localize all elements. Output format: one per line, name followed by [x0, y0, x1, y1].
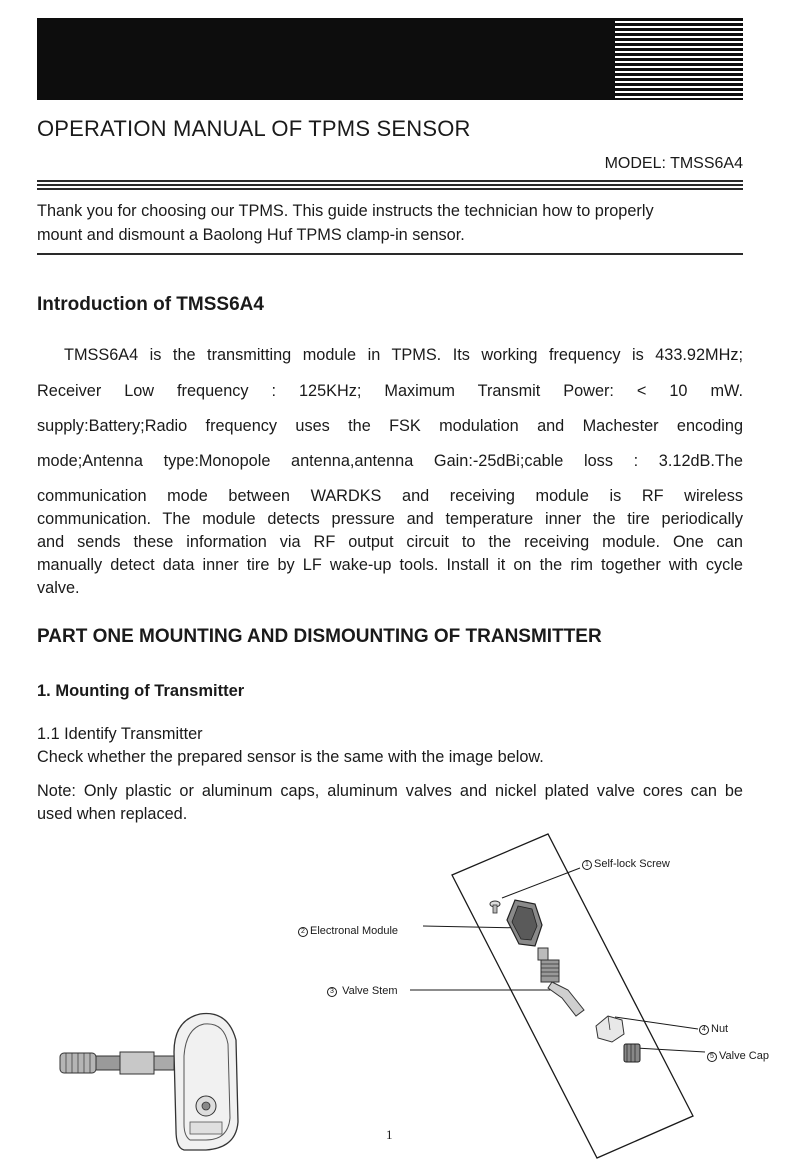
- callout-number-1: 1: [582, 860, 592, 870]
- valve-stem-part: [538, 948, 584, 1016]
- callout-number-3: 3: [327, 987, 337, 997]
- callout-valve-cap: [707, 1050, 769, 1062]
- intro-line-1: Thank you for choosing our TPMS. This guide instructs the technician how to properly: [37, 202, 654, 220]
- callout-label-4: Nut: [711, 1023, 729, 1035]
- note-line-1: Note: Only plastic or aluminum caps, aluminum valves and nickel plated valve cores can be: [37, 782, 743, 800]
- intro-spaced-line-3: supply:Battery;Radio frequency uses the FSK modulation and Machester encoding: [37, 417, 743, 435]
- intro-body-line-1: communication mode between WARDKS and receiving module is RF wireless: [37, 487, 743, 505]
- intro-body-line-2: communication. The module detects pressure and temperature inner the tire periodically: [37, 510, 743, 528]
- document-title: OPERATION MANUAL OF TPMS SENSOR: [37, 116, 471, 141]
- intro-line-2: mount and dismount a Baolong Huf TPMS clamp-in sensor.: [37, 226, 465, 244]
- valve-cap-part: [624, 1044, 640, 1062]
- page-number: 1: [386, 1127, 393, 1142]
- identify-text: Check whether the prepared sensor is the same with the image below.: [37, 748, 544, 766]
- leader-nut: [615, 1017, 698, 1029]
- callout-label-3: Valve Stem: [342, 985, 398, 997]
- nut-part: [596, 1016, 624, 1042]
- introduction-heading: Introduction of TMSS6A4: [37, 294, 264, 315]
- intro-body-line-4: manually detect data inner tire by LF wake-up tools. Install it on the rim together with cycle: [37, 556, 743, 574]
- leader-valve-cap: [636, 1048, 705, 1052]
- callout-self-lock-screw: [582, 858, 670, 870]
- intro-body-line-3: and sends these information via RF output circuit to the receiving module. One can: [37, 533, 743, 551]
- callout-label-1: Self-lock Screw: [594, 858, 670, 870]
- intro-divider: [37, 253, 743, 255]
- callout-number-4: 4: [699, 1025, 709, 1035]
- sensor-figure: [0, 830, 808, 1165]
- part-one-heading: PART ONE MOUNTING AND DISMOUNTING OF TRANSMITTER: [37, 626, 602, 647]
- callout-number-5: 5: [707, 1052, 717, 1062]
- mounting-subheading: 1. Mounting of Transmitter: [37, 682, 245, 700]
- header-banner: [37, 18, 743, 100]
- intro-spaced-line-4: mode;Antenna type:Monopole antenna,antenna Gain:-25dBi;cable loss : 3.12dB.The: [37, 452, 743, 470]
- model-label: MODEL: TMSS6A4: [604, 155, 743, 172]
- intro-body-line-5: valve.: [37, 579, 80, 597]
- callout-number-2: 2: [298, 927, 308, 937]
- leader-electronal-module: [423, 926, 524, 928]
- callout-valve-stem: [327, 985, 398, 997]
- intro-paragraph: [37, 199, 743, 247]
- note-line-2: used when replaced.: [37, 805, 188, 823]
- title-divider: [37, 180, 743, 191]
- callout-nut: [699, 1023, 728, 1035]
- assembled-sensor-image: [60, 1014, 238, 1150]
- note-paragraph: [37, 780, 743, 826]
- intro-spaced-line-1: TMSS6A4 is the transmitting module in TPMS. Its working frequency is 433.92MHz;: [64, 346, 743, 364]
- electronal-module-part: [507, 900, 542, 946]
- sensor-exploded-diagram: [0, 830, 808, 1165]
- self-lock-screw-part: [490, 901, 500, 913]
- intro-body-paragraph: [37, 485, 743, 600]
- intro-spaced-line-2: Receiver Low frequency : 125KHz; Maximum Transmit Power: < 10 mW.: [37, 382, 743, 400]
- callout-label-2: Electronal Module: [310, 925, 399, 937]
- callout-label-5: Valve Cap: [719, 1050, 769, 1062]
- leader-self-lock-screw: [502, 868, 580, 898]
- callout-electronal-module: [298, 925, 398, 937]
- identify-title: 1.1 Identify Transmitter: [37, 725, 203, 743]
- header-stripes-decoration: [615, 18, 743, 100]
